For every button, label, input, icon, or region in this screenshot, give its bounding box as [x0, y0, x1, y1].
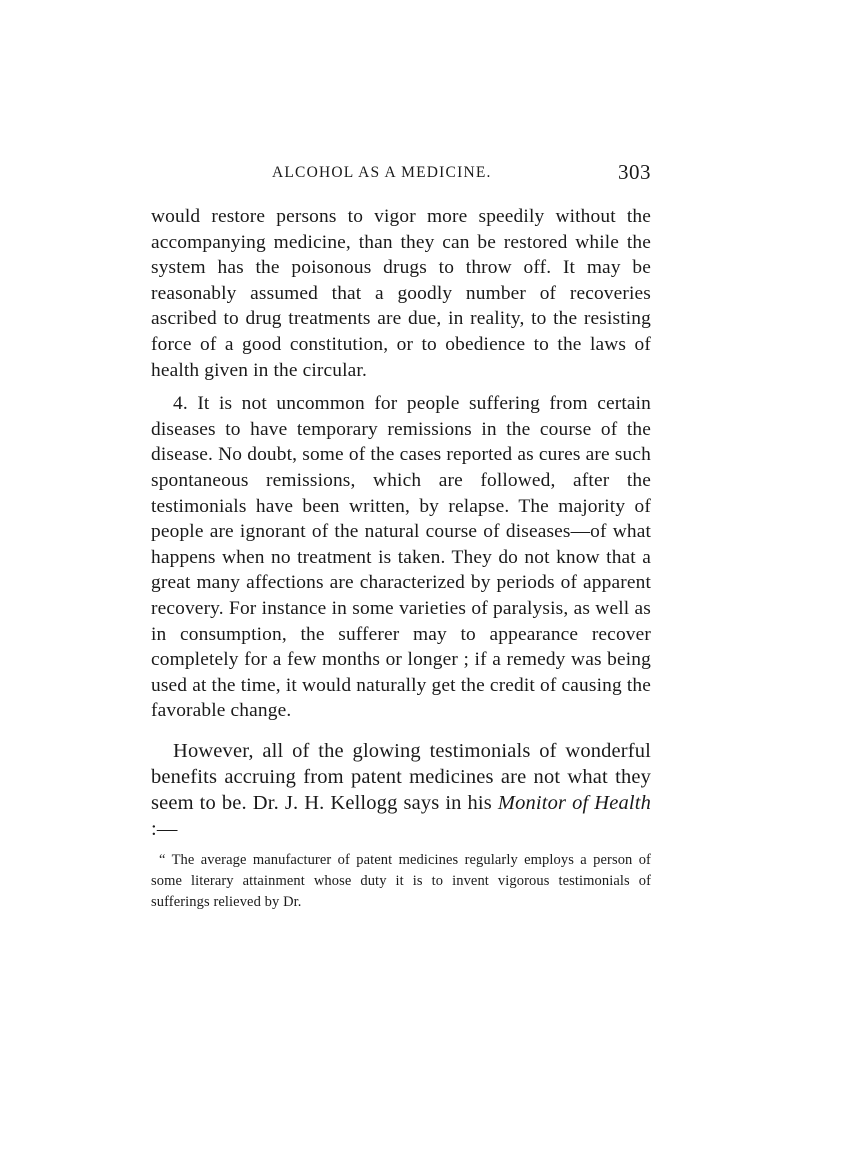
block-quote [151, 850, 651, 913]
quote-text: “ The average manufacturer of patent medicines regularly employs a person of some literary attainment whose duty it is to invent vigorous testimonials of sufferings relieved by Dr. [151, 851, 651, 910]
book-title-italic: Monitor of Health [497, 791, 651, 814]
book-page [151, 160, 651, 913]
paragraph-however-end: :— [151, 817, 178, 840]
paragraph-continued: would restore persons to vigor more speedily without the accompanying medicine, than they can be restored while the system has the poisonous drugs to throw off. It may be reasonably assumed that a goodly number of recoveries ascribed to drug treatments are due, in reality, to the resisting force of a good constitution, or to obedience to the laws of health given in the circular. [151, 206, 651, 381]
running-head [151, 160, 651, 190]
body-text [151, 204, 651, 842]
paragraph-however [151, 738, 651, 842]
paragraph-however-text: However, all of the glowing testimonials of wonderful benefits accruing from patent medicines are not what they seem to be. Dr. J. H. Kellogg says in his [151, 739, 651, 814]
paragraph-point-4: 4. It is not uncommon for people suffering from certain diseases to have temporary remissions in the course of the disease. No doubt, some of the cases reported as cures are such spontaneous remissions, which are followed, after the testimonials have been written, by relapse. The majority of people are ignorant of the natural course of diseases—of what happens when no treatment is taken. They do not know that a great many affections are characterized by periods of apparent recovery. For instance in some varieties of paralysis, as well as in consumption, the sufferer may to appearance recover completely for a few months or longer ; if a remedy was being used at the time, it would naturally get the credit of causing the favorable change. [151, 393, 651, 722]
page-number: 303 [618, 160, 651, 184]
running-title: ALCOHOL AS A MEDICINE. [272, 164, 492, 181]
